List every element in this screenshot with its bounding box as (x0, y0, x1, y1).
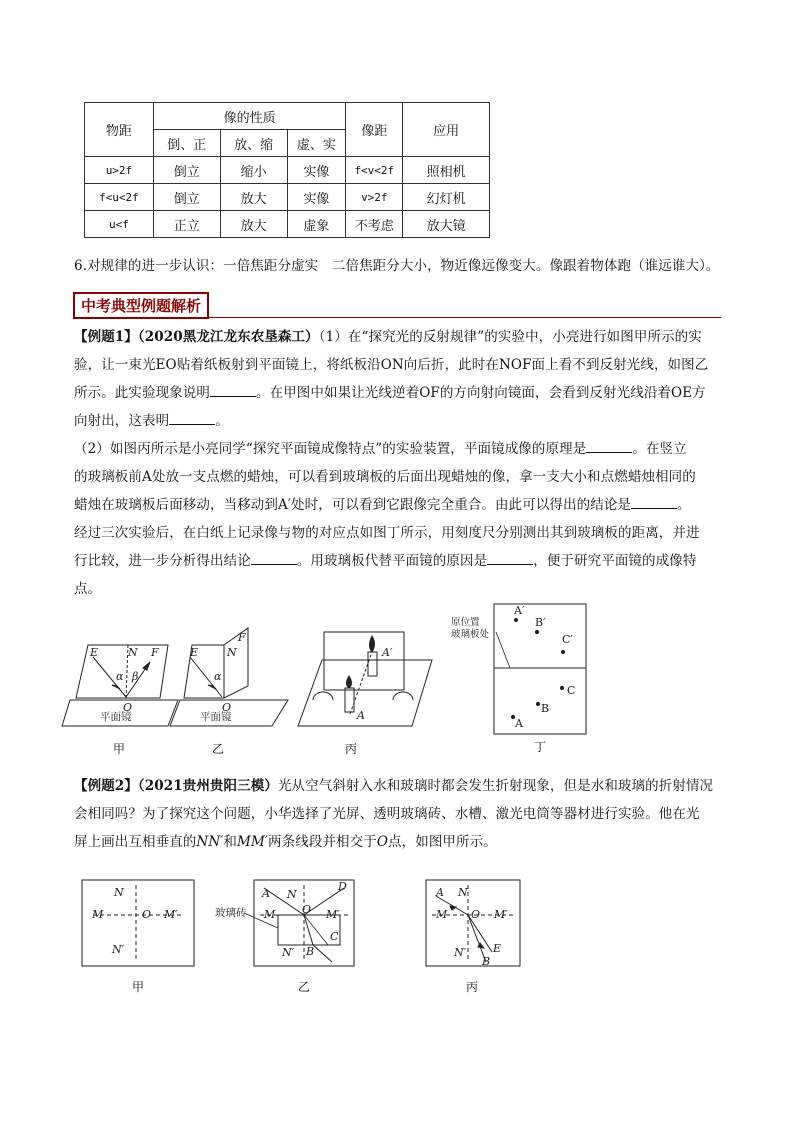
svg-text:E: E (493, 942, 502, 955)
label-A: A (357, 709, 365, 722)
svg-text:F: F (238, 631, 246, 644)
ex1-line-10: 点。 (74, 581, 102, 597)
svg-text:B: B (306, 945, 315, 958)
svg-text:N: N (114, 886, 124, 899)
svg-text:平面镜: 平面镜 (200, 711, 232, 723)
svg-text:M′: M′ (164, 908, 178, 921)
caption-yi: 乙 (212, 742, 225, 756)
svg-text:D: D (338, 880, 347, 893)
figure2-yi (215, 880, 354, 966)
label-O: O (123, 701, 133, 714)
svg-text:O: O (302, 903, 312, 916)
svg-text:N: N (287, 888, 297, 901)
figure2-jia (82, 880, 194, 966)
header-object-distance: 物距 (85, 103, 154, 157)
label-N: N (128, 646, 138, 659)
ex1-line-1: 【例题1】（2020黑龙江龙东农垦森工）（1）在“探究光的反射规律”的实验中，小亮进行如图甲所示的实 (74, 329, 702, 345)
svg-text:C′: C′ (562, 633, 573, 646)
rule-note: 6.对规律的进一步认识：一倍焦距分虚实 二倍焦距分大小，物近像远像变大。像跟着物体跑（谁远谁大）。 (74, 258, 720, 274)
svg-text:A: A (262, 887, 270, 900)
ex1-label: 【例题1】 (74, 329, 138, 345)
header-image-nature: 像的性质 (153, 103, 345, 130)
svg-text:N: N (458, 886, 468, 899)
label-alpha: α (116, 670, 124, 683)
svg-text:A: A (436, 886, 444, 899)
caption2-jia: 甲 (132, 980, 145, 994)
svg-text:M′: M′ (326, 908, 340, 921)
original-position-label: 原位置 (451, 617, 480, 628)
svg-text:α: α (214, 670, 222, 683)
ex2-source: （2021贵州贵阳三模） (137, 778, 278, 794)
svg-text:N′: N′ (454, 946, 467, 959)
mirror-label: 平面镜 (100, 711, 132, 723)
svg-text:E: E (190, 646, 199, 659)
label-beta: β (132, 670, 139, 683)
svg-text:O: O (142, 908, 152, 921)
label-E: E (90, 646, 99, 659)
svg-text:C: C (330, 930, 339, 943)
svg-text:B: B (541, 702, 550, 715)
svg-text:C: C (567, 684, 576, 697)
ex1-line-4: 向射出，这表明 。 (74, 413, 229, 429)
ex2-label: 【例题2】 (74, 778, 138, 794)
caption2-yi: 乙 (298, 980, 311, 994)
svg-text:B′: B′ (535, 616, 546, 629)
header-size: 放、缩 (220, 130, 287, 157)
ex1-line-2: 验，让一束光EO贴着纸板射到平面镜上，将纸板沿ON向后折，此时在NOF面上看不到反射光线，如图乙 (74, 357, 709, 373)
table-row: u<f 正立 放大 虚象 不考虑 放大镜 (85, 211, 490, 238)
svg-text:A: A (515, 717, 523, 730)
ex1-source: （2020黑龙江龙东农垦森工） (137, 329, 319, 345)
figure2-bing (426, 880, 520, 968)
svg-text:N: N (227, 646, 237, 659)
svg-text:M′: M′ (494, 908, 508, 921)
svg-text:O: O (471, 908, 481, 921)
svg-text:M: M (264, 908, 276, 921)
table-row: f<u<2f 倒立 放大 实像 v>2f 幻灯机 (85, 184, 490, 211)
header-image-distance: 像距 (346, 103, 403, 157)
svg-text:B: B (482, 955, 491, 968)
caption-jia: 甲 (113, 742, 126, 756)
header-type: 虚、实 (287, 130, 346, 157)
header-application: 应用 (403, 103, 490, 157)
label-A-prime: A′ (382, 646, 393, 659)
section-title: 中考典型例题解析 (73, 292, 209, 319)
svg-text:O: O (222, 701, 232, 714)
ex2-line-3: 屏上画出互相垂直的NN′和MM′两条线段并相交于O点，如图甲所示。 (74, 834, 497, 850)
ex1-line-3: 所示。此实验现象说明 。在甲图中如果让光线逆着OF的方向射向镜面，会看到反射光线沿着OE方 (74, 385, 706, 401)
ex1-line-9: 行比较，进一步分析得出结论 。用玻璃板代替平面镜的原因是 ，便于研究平面镜的成像特 (74, 553, 697, 569)
ex2-line-1: 【例题2】（2021贵州贵阳三模）光从空气斜射入水和玻璃时都会发生折射现象，但是水和玻璃的折射情况 (74, 778, 714, 794)
table-row: u>2f 倒立 缩小 实像 f<v<2f 照相机 (85, 157, 490, 184)
svg-text:N′: N′ (112, 943, 125, 956)
caption2-bing: 丙 (466, 980, 479, 994)
svg-text:M: M (92, 908, 104, 921)
ex1-line-5: （2）如图丙所示是小亮同学“探究平面镜成像特点”的实验装置，平面镜成像的原理是 。在竖立 (74, 441, 687, 457)
header-orientation: 倒、正 (153, 130, 220, 157)
label-F: F (151, 646, 159, 659)
glass-brick-label: 玻璃砖 (215, 907, 247, 919)
svg-text:M: M (436, 908, 448, 921)
glass-plate-label: 玻璃板处 (451, 629, 490, 640)
caption-ding: 丁 (534, 740, 547, 754)
ex1-line-6: 的玻璃板前A处放一支点燃的蜡烛，可以看到玻璃板的后面出现蜡烛的像，拿一支大小和点燃蜡烛相同的 (74, 469, 696, 485)
ex2-line-2: 会相同吗？为了探究这个问题，小华选择了光屏、透明玻璃砖、水槽、激光电筒等器材进行实验。他在光 (74, 806, 700, 822)
caption-bing: 丙 (345, 742, 358, 756)
ex1-line-8: 经过三次实验后，在白纸上记录像与物的对应点如图丁所示，用刻度尺分别测出其到玻璃板的距离，并进 (74, 525, 700, 541)
ex1-line-7: 蜡烛在玻璃板后面移动，当移动到A′处时，可以看到它跟像完全重合。由此可以得出的结论是 。 (74, 497, 691, 513)
svg-text:N′: N′ (282, 946, 295, 959)
svg-text:A′: A′ (514, 604, 525, 617)
